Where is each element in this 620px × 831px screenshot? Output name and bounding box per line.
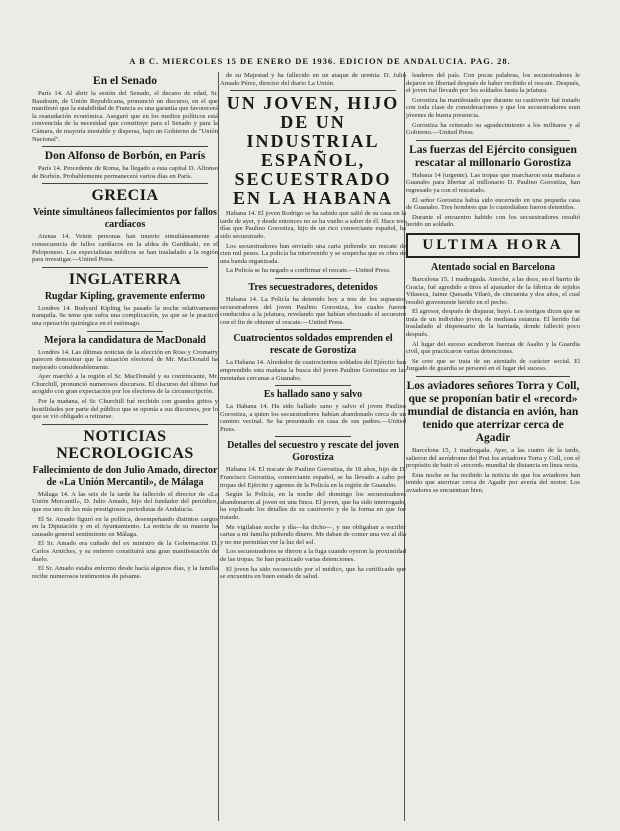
article-text: Los secuestradores se dieron a la fuga cuando oyeron la proximidad de las tropas. Se han practicado varias detenciones. xyxy=(220,548,406,563)
divider xyxy=(275,329,351,330)
article-text: Por la mañana, el Sr. Churchill fué recibido con grandes gritos y hostilidades por parte del público que se oponía a sus discursos, por lo que se vió obligado a retirarse. xyxy=(32,398,218,421)
page-header: A B C. MIERCOLES 15 DE ENERO DE 1936. EDICION DE ANDALUCIA. PAG. 28. xyxy=(129,56,511,66)
article-text: Los secuestradores han enviado una carta pidiendo un rescate de cien mil pesos. La policía ha intervenido y se sospecha que es obra de una banda organizada. xyxy=(220,242,406,265)
article-text: Londres 14. Las últimas noticias de la elección en Ross y Cromarty parecen demostrar que la situación electoral de Mr. MacDonald ha mejorado considerablemente. xyxy=(32,348,218,371)
article-text: El señor Gorostiza había sido encerrado en una pequeña casa de Guanabo. Tres hombres que lo custodiaban fueron detenidos. xyxy=(406,196,580,212)
divider xyxy=(42,183,208,184)
headline: Tres secuestradores, detenidos xyxy=(248,281,378,293)
article-text: Atenas 14. Veinte personas han muerto simultáneamente a consecuencia de fallos cardíacos en la aldea de Gardikaki, en el Peloponeso. Los especialistas médicos se han trasladado a la región para investigar.—United Press. xyxy=(32,233,218,264)
headline: Don Alfonso de Borbón, en París xyxy=(44,150,206,163)
column-1 xyxy=(32,72,218,823)
article-text: Habana 14. El rescate de Paulino Gorostiza, de 18 años, hijo de D. Francisco Gorostiza, comerciante español, se ha llevado a cabo por tropas del Ejército y agentes de la Policía en la región de Guanabo. xyxy=(220,466,406,489)
article-text: Durante el encuentro habido con los secuestradores resultó herido un soldado. xyxy=(406,213,580,229)
article-text: La Habana 14. Ha sido hallado sano y salvo el joven Paulino Gorostiza, a quien los secuestradores habían abandonado cerca de un camino vecinal. Se ha presentado en casa de sus padres.—United Press. xyxy=(220,403,406,433)
article-text: Habana 14 (urgente). Las tropas que marcharon esta mañana a Guanabo para libertar al millonario D. Paulino Gorostiza, han regresado ya con el rescatado. xyxy=(406,171,580,194)
article-text: Barcelona 15, 1 madrugada. Anoche, a las doce, en el barrio de Gracia, fué agredido a tiros el ajustador de la fábrica de tejidos Vilaseca, Jaime Quesada Vilaró, de cincuenta y dos años, el cual resultó gravemente herido en el pecho. xyxy=(406,275,580,306)
article-text: Habana 14. La Policía ha detenido hoy a tres de los supuestos secuestradores del joven Paulino Gorostiza, los cuales fueron conducidos a la jefatura, revelando que habían efectuado el secuestro con el fin de obtener el rescate.—United Press. xyxy=(220,295,406,326)
divider xyxy=(275,436,351,437)
article-text: La Habana 14. Alrededor de cuatrocientos soldados del Ejército han emprendido esta mañana la busca del joven Paulino Gorostiza en las montañas cercanas a Guanabo. xyxy=(220,359,406,382)
section-banner: ULTIMA HORA xyxy=(406,233,580,258)
headline: Detalles del secuestro y rescate del joven Gorostiza xyxy=(227,440,399,464)
column-rule xyxy=(218,72,219,821)
section-title: INGLATERRA xyxy=(68,270,182,288)
article-text: El joven ha sido reconocido por el médico, que ha certificado que se encuentra en buen estado de salud. xyxy=(220,565,406,581)
divider xyxy=(416,140,570,141)
headline: Es hallado sano y salvo xyxy=(263,389,363,401)
article-text: París 14. Procedente de Roma, ha llegado a esta capital D. Alfonso de Borbón. Probablemente permanecerá varios días en París. xyxy=(32,165,218,180)
divider xyxy=(42,424,208,425)
article-text: Al lugar del suceso acudieron fuerzas de Asalto y la Guardia civil, que practicaron varias detenciones. xyxy=(406,340,580,356)
article-text: Gorostiza ha manifestado que durante su cautiverio fué tratado con toda clase de consideraciones y que los secuestradores eran jóvenes de buena presencia. xyxy=(406,96,580,119)
headline: Fallecimiento de don Julio Amado, director de «La Unión Mercantil», de Málaga xyxy=(32,464,218,488)
headline: Rugdar Kipling, gravemente enfermo xyxy=(44,290,206,302)
article-text: de su Majestad y ha fallecido en un ataque de uremia. D. Julio Amado Pérez, director del diario La Unión. xyxy=(220,72,406,87)
headline: Veinte simultáneos fallecimientos por fallos cardíacos xyxy=(33,207,217,231)
divider xyxy=(42,267,208,268)
headline: Los aviadores señores Torra y Coll, que se proponían batir el «record» mundial de distancia en avión, han tenido que aterrizar cerca de Agadir xyxy=(406,380,580,445)
divider xyxy=(416,376,570,377)
divider xyxy=(87,331,163,332)
headline: En el Senado xyxy=(93,75,157,87)
article-text: El agresor, después de disparar, huyó. Los testigos dicen que se trata de un individuo joven, de mediana estatura. El herido fué trasladado al dispensario de la barriada, donde falleció poco después. xyxy=(406,308,580,339)
article-text: París 14. Al abrir la sesión del Senado, el decano de edad, Sr. Baudouin, de Unión Republicana, pronunció un discurso, en el que manifestó que la estabilidad de Francia es una garantía que favorecerá la reanudación económica. Aseguró que en los medios políticos está convencida de la necesidad que constituye para el Senado y para la Cámara, de mayoría inestable y dispersa, bajo un Gobierno de "Unión Nacional". xyxy=(32,90,218,143)
article-text: El Sr. Amado estaba enfermo desde hacía algunos días, y la familia recibe numerosos testimonios de pésame. xyxy=(32,565,218,580)
article-text: Gorostiza ha reiterado su agradecimiento a los militares y al Gobierno.—United Press. xyxy=(406,121,580,137)
article-text: Me vigilaban noche y día—ha dicho—, y me obligaban a escribir cartas a mi familia pidiendo dinero. Me daban de comer una vez al día y no me permitían ver la luz del sol. xyxy=(220,523,406,546)
headline: Cuatrocientos soldados emprenden el rescate de Gorostiza xyxy=(233,333,393,357)
column-3 xyxy=(406,72,580,823)
column-2 xyxy=(220,72,406,823)
divider xyxy=(275,385,351,386)
article-text: Esta noche se ha recibido la noticia de que los aviadores han tenido que aterrizar cerca de Agadir por avería del motor. Los aviadores se encuentran bien. xyxy=(406,471,580,494)
divider xyxy=(275,278,351,279)
article-text: Se cree que se trata de un atentado de carácter social. El Juzgado de guardia se personó en el lugar del suceso. xyxy=(406,357,580,373)
divider xyxy=(42,146,208,147)
headline: Las fuerzas del Ejército consiguen rescatar al millonario Gorostiza xyxy=(409,143,577,169)
headline: Mejora la candidatura de MacDonald xyxy=(44,334,206,346)
divider xyxy=(230,90,396,91)
article-text: Según la Policía, en la noche del domingo los secuestradores abandonaron al joven en una finca. El joven, que ha sido interrogado, ha explicado los detalles de su cautiverio y de la forma en que fué tratado. xyxy=(220,491,406,522)
article-text: El Sr. Amado figuró en la política, desempeñando distintos cargos en la Diputación y en el Ayuntamiento. La noticia de su muerte ha causado general sentimiento en Málaga. xyxy=(32,515,218,538)
article-text: leaderes del país. Con pocas palabras, los secuestradores le dejaron en libertad después de haber recibido el rescate. Después, el joven fué llevado por los soldados hasta la jefatura. xyxy=(406,72,580,95)
main-headline: UN JOVEN, HIJO DE UN INDUSTRIAL ESPAÑOL, SECUESTRADO EN LA HABANA xyxy=(226,93,400,209)
section-title: NOTICIAS NECROLOGICAS xyxy=(56,427,194,462)
headline: Atentado social en Barcelona xyxy=(431,261,555,273)
article-text: Habana 14. El joven Rodrigo se ha sabido que salió de su casa en la tarde de ayer, y desde entonces no se ha vuelto a saber de él. Hace tres días que Paulino Gorostiza, hijo de un rico comerciante español, ha sido secuestrado. xyxy=(220,210,406,240)
article-text: Londres 14. Rudyard Kipling ha pasado la noche relativamente tranquila. Se teme que sufra una complicación, ya que se le practicó una operación quirúrgica en el estómago. xyxy=(32,304,218,327)
section-title: GRECIA xyxy=(91,187,159,205)
article-text: Málaga 14. A las seis de la tarde ha fallecido el director de «La Unión Mercantil», D. Julio Amado, hijo del fundador del periódico, que era uno de los más prestigiosos periodistas de Andalucía. xyxy=(32,490,218,514)
article-text: El Sr. Amado era cuñado del ex ministro de la Gobernación D. Carlos Arniches, y su entierro constituirá una gran manifestación de duelo. xyxy=(32,540,218,563)
article-text: La Policía se ha negado a confirmar el rescate.—United Press. xyxy=(226,267,391,275)
article-text: Ayer marchó a la región el Sr. MacDonald y su contrincante, Mr. Churchill, pronunció numerosos discursos. El discurso del último fué acogido con gran expectación por los electores de la circunscripción. xyxy=(32,373,218,396)
article-text: Barcelona 15, 1 madrugada. Ayer, a las cuatro de la tarde, salieron del aeródromo del Prat los aviadores Torra y Coll, con el propósito de batir el «record» mundial de distancia en línea recta. xyxy=(406,447,580,470)
